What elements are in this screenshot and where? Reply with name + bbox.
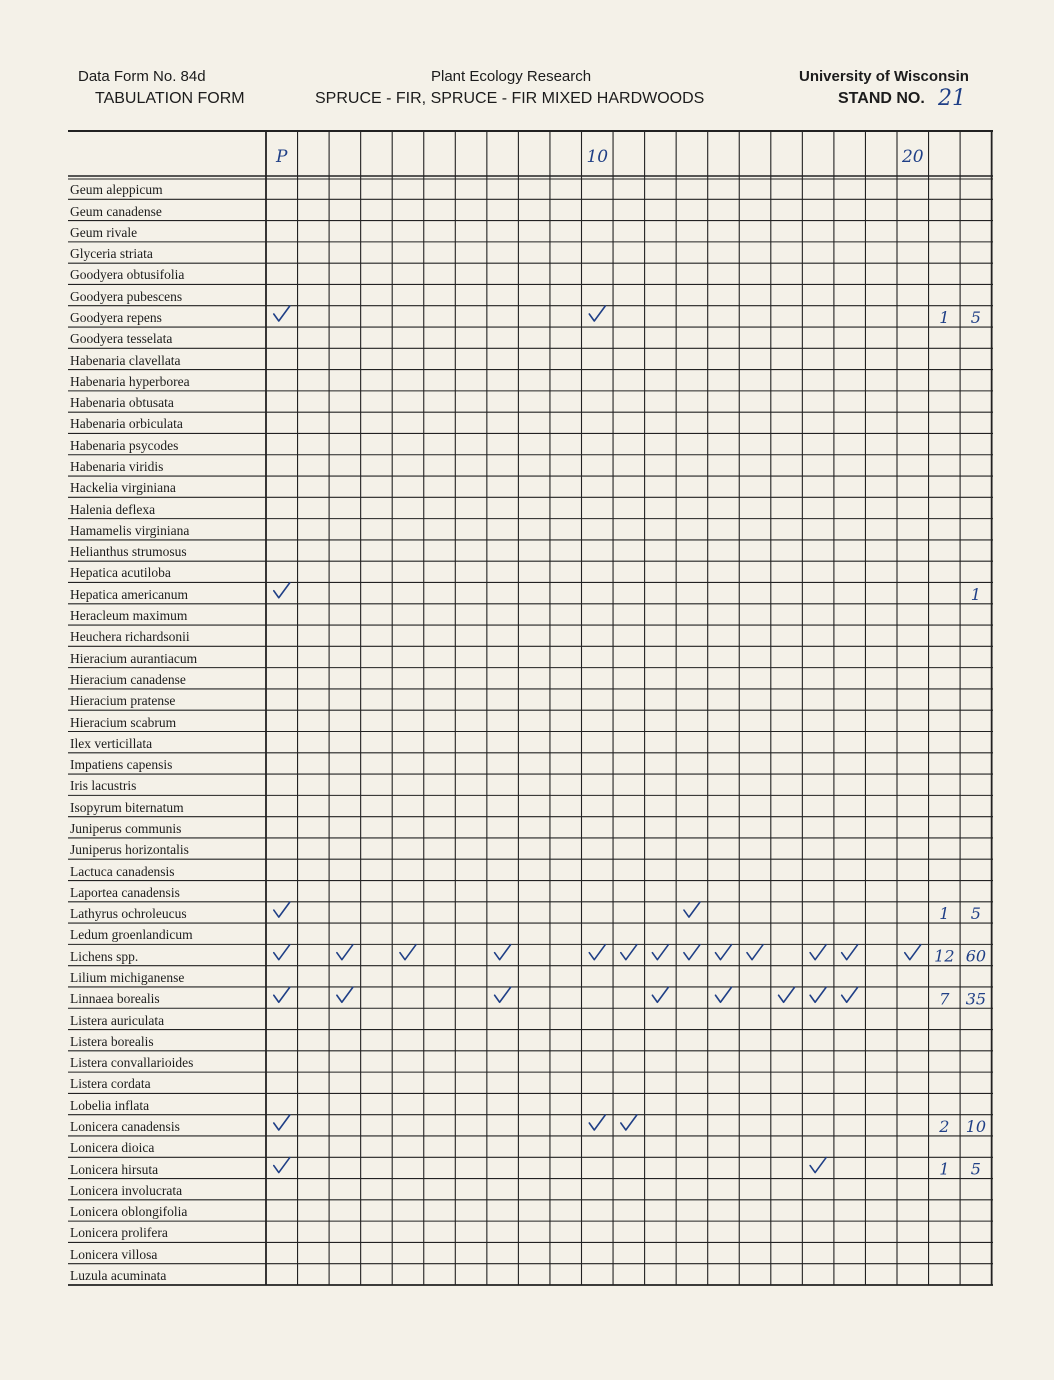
species-name: Hamamelis virginiana [70,522,190,538]
species-name: Heuchera richardsonii [70,629,190,645]
occurrence-count: 7 [939,989,950,1009]
check-mark-icon [652,987,668,1002]
species-name: Goodyera tesselata [70,331,173,347]
check-mark-icon [589,306,605,321]
check-mark-icon [274,583,290,598]
check-mark-icon [747,945,763,960]
species-name: Heracleum maximum [70,608,188,624]
species-name: Listera cordata [70,1076,151,1092]
frequency-percent: 10 [965,1116,987,1136]
species-name: Lilium michiganense [70,969,185,985]
check-mark-icon [621,945,637,960]
stand-number: 21 [938,86,966,111]
species-name: Lichens spp. [70,948,139,964]
frequency-percent: 35 [965,989,987,1009]
species-name: Lonicera canadensis [70,1118,180,1134]
species-name: Isopyrum biternatum [70,799,184,815]
species-name: Listera borealis [70,1033,154,1049]
forest-type: SPRUCE - FIR, SPRUCE - FIR MIXED HARDWOODS [315,90,705,107]
check-mark-icon [810,987,826,1002]
species-name: Lonicera hirsuta [70,1161,159,1177]
check-mark-icon [842,945,858,960]
stand-label: STAND NO. [838,90,925,107]
species-name: Goodyera obtusifolia [70,267,185,283]
species-name: Hieracium aurantiacum [70,650,198,666]
column-header-10: 10 [586,147,609,167]
species-name: Hackelia virginiana [70,480,176,496]
frequency-percent: 5 [970,904,981,924]
species-name: Halenia deflexa [70,501,156,517]
occurrence-count: 1 [939,308,950,328]
species-name: Lonicera dioica [70,1140,155,1156]
species-name: Habenaria clavellata [70,352,181,368]
species-name: Goodyera pubescens [70,288,183,304]
frequency-percent: 60 [965,946,987,966]
species-name: Hepatica acutiloba [70,565,171,581]
check-mark-icon [715,987,731,1002]
check-mark-icon [274,1158,290,1173]
check-mark-icon [274,1115,290,1130]
species-name: Hepatica americanum [70,586,189,602]
org-line: Plant Ecology Research [431,68,592,85]
species-name: Luzula acuminata [70,1268,167,1283]
check-mark-icon [400,945,416,960]
species-name: Juniperus horizontalis [70,842,189,858]
species-name: Geum rivale [70,224,138,240]
species-name: Lonicera villosa [70,1246,158,1262]
species-name: Lonicera prolifera [70,1225,168,1241]
check-mark-icon [337,945,353,960]
form-type: TABULATION FORM [95,90,245,107]
check-mark-icon [810,945,826,960]
species-name: Habenaria psycodes [70,437,179,453]
species-name: Geum canadense [70,203,162,219]
species-name: Glyceria striata [70,246,153,262]
species-name: Lobelia inflata [70,1097,150,1113]
species-name: Ledum groenlandicum [70,927,193,943]
species-name: Habenaria viridis [70,459,164,475]
species-name: Hieracium scabrum [70,714,177,730]
check-mark-icon [274,902,290,917]
frequency-percent: 5 [970,1159,981,1179]
check-mark-icon [715,945,731,960]
species-name: Iris lacustris [70,778,137,794]
species-name: Lonicera oblongifolia [70,1204,188,1220]
species-name: Geum aleppicum [70,182,163,198]
species-name: Linnaea borealis [70,991,160,1007]
check-mark-icon [274,945,290,960]
check-mark-icon [652,945,668,960]
species-name: Lactuca canadensis [70,863,175,879]
check-mark-icon [779,987,795,1002]
species-name: Listera convallarioides [70,1055,194,1071]
check-mark-icon [684,945,700,960]
column-header-20: 20 [901,147,924,167]
frequency-percent: 1 [970,584,981,604]
check-mark-icon [810,1158,826,1173]
species-name: Listera auriculata [70,1012,165,1028]
species-name: Habenaria obtusata [70,395,174,411]
occurrence-count: 1 [939,904,950,924]
check-mark-icon [589,1115,605,1130]
check-mark-icon [495,987,511,1002]
species-name: Hieracium canadense [70,671,186,687]
species-name: Habenaria orbiculata [70,416,183,432]
university: University of Wisconsin [799,68,969,85]
check-mark-icon [495,945,511,960]
form-number: Data Form No. 84d [78,68,206,85]
occurrence-count: 12 [934,946,955,966]
check-mark-icon [621,1115,637,1130]
species-name: Helianthus strumosus [70,544,187,560]
species-name: Laportea canadensis [70,884,180,900]
check-mark-icon [589,945,605,960]
species-name: Lathyrus ochroleucus [70,906,187,922]
occurrence-count: 1 [939,1159,950,1179]
check-mark-icon [905,945,921,960]
species-name: Ilex verticillata [70,735,153,751]
species-name: Juniperus communis [70,820,182,836]
species-name: Goodyera repens [70,310,162,326]
occurrence-count: 2 [939,1116,950,1136]
column-header-P: P [276,147,288,167]
species-name: Lonicera involucrata [70,1182,183,1198]
check-mark-icon [274,306,290,321]
species-name: Hieracium pratense [70,693,176,709]
check-mark-icon [337,987,353,1002]
frequency-percent: 5 [970,308,981,328]
check-mark-icon [274,987,290,1002]
species-name: Impatiens capensis [70,757,173,773]
check-mark-icon [842,987,858,1002]
check-mark-icon [684,902,700,917]
species-name: Habenaria hyperborea [70,373,190,389]
